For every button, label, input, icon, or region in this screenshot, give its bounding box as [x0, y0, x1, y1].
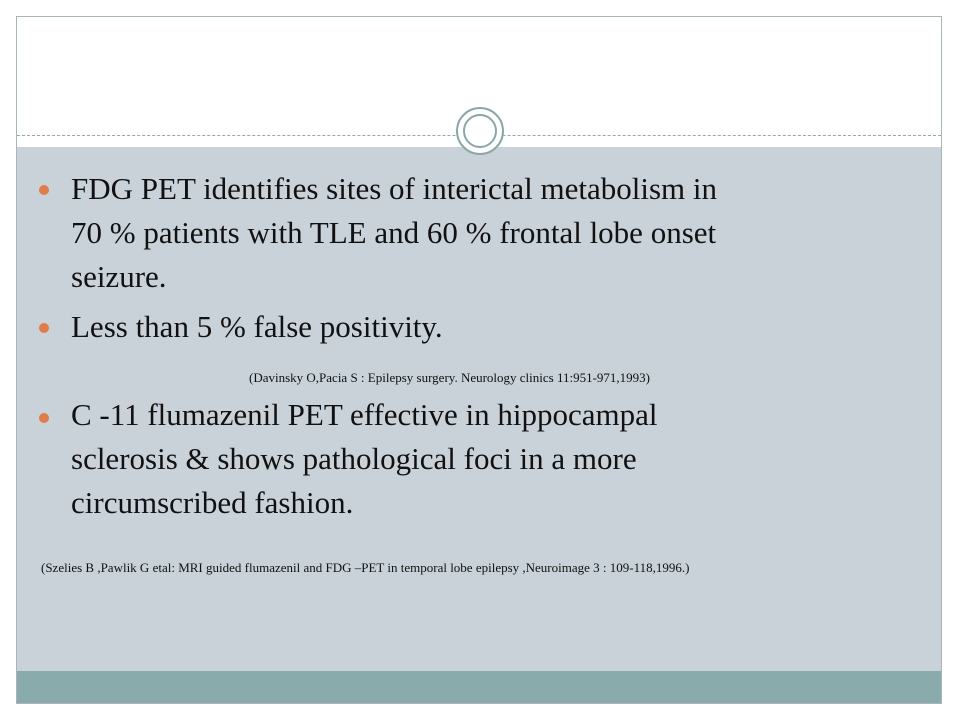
- round-bullet-icon: [39, 323, 49, 333]
- bullet-line: C -11 flumazenil PET effective in hippocampal: [71, 397, 658, 432]
- double-circle-ornament-icon: [456, 107, 504, 155]
- bullet-line: Less than 5 % false positivity.: [71, 309, 443, 344]
- slide: [16, 16, 942, 704]
- round-bullet-icon: [39, 185, 49, 195]
- ornament-inner-ring: [463, 114, 497, 148]
- citation: (Davinsky O,Pacia S : Epilepsy surgery. Neurology clinics 11:951-971,1993): [249, 370, 651, 385]
- bullet-line: circumscribed fashion.: [71, 485, 354, 520]
- citation: (Szelies B ,Pawlik G etal: MRI guided flumazenil and FDG –PET in temporal lobe epilepsy ,Neuroimage 3 : 109-118,1996.): [41, 560, 690, 575]
- bullet-line: 70 % patients with TLE and 60 % frontal lobe onset: [71, 215, 717, 250]
- bullet-line: FDG PET identifies sites of interictal metabolism in: [71, 171, 718, 206]
- bullet-line: seizure.: [71, 259, 167, 294]
- round-bullet-icon: [39, 413, 49, 423]
- content-area: [17, 147, 941, 671]
- footer-band: [17, 671, 941, 704]
- bullet-line: sclerosis & shows pathological foci in a more: [71, 441, 637, 476]
